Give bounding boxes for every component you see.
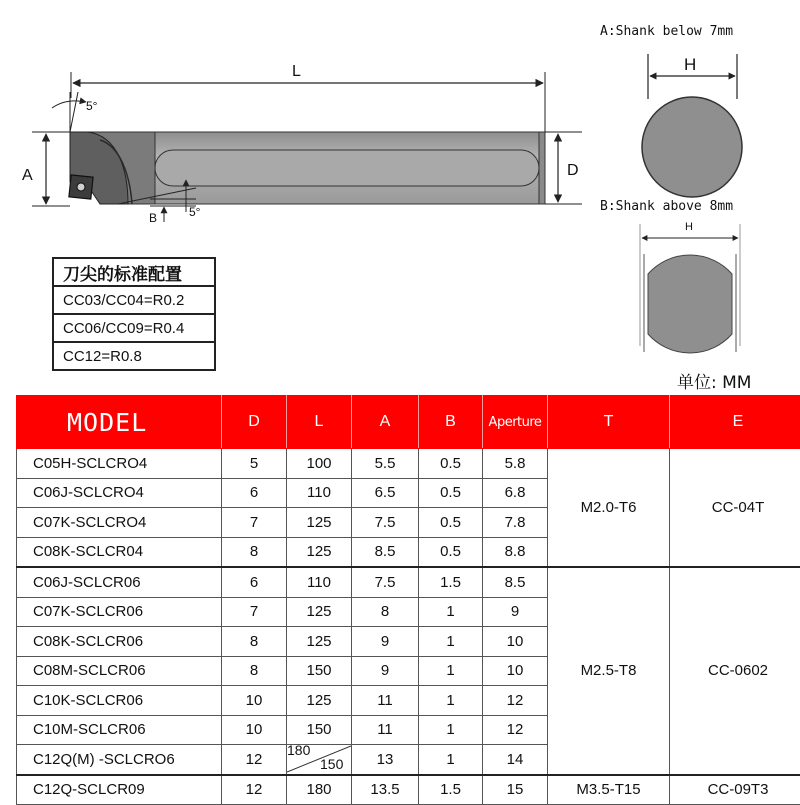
aperture-cell: 15 (483, 775, 548, 805)
d-cell: 5 (222, 449, 287, 479)
b-cell: 1 (419, 745, 483, 775)
shank-a-section (642, 97, 742, 197)
model-cell: C12Q(M) -SCLCRO6 (17, 745, 222, 775)
table-row (17, 449, 800, 479)
model-cell: C10K-SCLCR06 (17, 686, 222, 716)
a-cell: 5.5 (352, 449, 419, 479)
aperture-cell: 14 (483, 745, 548, 775)
a-cell: 11 (352, 715, 419, 745)
aperture-cell: 10 (483, 627, 548, 657)
l-cell-top: 180 (287, 745, 310, 758)
shank-flat (155, 150, 539, 186)
shank-end-cap (539, 132, 545, 204)
spec-table-header (17, 396, 800, 449)
a-cell: 13.5 (352, 775, 419, 805)
a-cell: 7.5 (352, 508, 419, 538)
angle-label-bottom: 5° (189, 205, 201, 219)
model-cell: C07K-SCLCRO4 (17, 508, 222, 538)
corner-radius-row: CC06/CC09=R0.4 (53, 314, 215, 342)
col-aperture: Aperture (483, 396, 548, 449)
d-cell: 10 (222, 686, 287, 716)
a-cell: 9 (352, 656, 419, 686)
corner-radius-row: CC03/CC04=R0.2 (53, 286, 215, 314)
e-cell: CC-0602 (670, 567, 800, 775)
a-cell: 6.5 (352, 478, 419, 508)
b-cell: 0.5 (419, 449, 483, 479)
b-cell: 1 (419, 656, 483, 686)
l-cell: 125 (287, 537, 352, 567)
a-cell: 11 (352, 686, 419, 716)
e-cell: CC-04T (670, 449, 800, 568)
l-cell: 100 (287, 449, 352, 479)
l-cell: 110 (287, 567, 352, 597)
l-cell: 125 (287, 686, 352, 716)
t-cell: M2.5-T8 (548, 567, 670, 775)
t-cell: M2.0-T6 (548, 449, 670, 568)
l-cell: 110 (287, 478, 352, 508)
col-l: L (287, 396, 352, 449)
table-row (17, 567, 800, 597)
aperture-cell: 12 (483, 715, 548, 745)
boring-bar-drawing (0, 0, 600, 240)
model-cell: C08K-SCLCR04 (17, 537, 222, 567)
shank-b-diagram (630, 216, 760, 366)
model-cell: C08M-SCLCR06 (17, 656, 222, 686)
col-a: A (352, 396, 419, 449)
aperture-cell: 7.8 (483, 508, 548, 538)
d-cell: 12 (222, 775, 287, 805)
corner-radius-row: CC12=R0.8 (53, 342, 215, 370)
l-cell: 125 (287, 597, 352, 627)
unit-label: 单位: MM (677, 368, 751, 393)
b-cell: 1.5 (419, 775, 483, 805)
a-cell: 13 (352, 745, 419, 775)
b-cell: 1.5 (419, 567, 483, 597)
l-cell: 125 (287, 508, 352, 538)
shank-a-diagram (630, 44, 760, 204)
a-cell: 8.5 (352, 537, 419, 567)
d-cell: 7 (222, 597, 287, 627)
shank-b-section (648, 255, 732, 353)
l-cell: 125 (287, 627, 352, 657)
b-cell: 1 (419, 627, 483, 657)
model-cell: C10M-SCLCR06 (17, 715, 222, 745)
aperture-cell: 5.8 (483, 449, 548, 479)
b-cell: 1 (419, 597, 483, 627)
model-cell: C08K-SCLCR06 (17, 627, 222, 657)
angle-arc-top (52, 101, 86, 108)
shank-b-caption: B:Shank above 8mm (600, 199, 733, 214)
e-cell: CC-09T3 (670, 775, 800, 805)
model-cell: C07K-SCLCR06 (17, 597, 222, 627)
d-cell: 6 (222, 478, 287, 508)
model-cell: C05H-SCLCRO4 (17, 449, 222, 479)
b-cell: 0.5 (419, 478, 483, 508)
aperture-cell: 8.8 (483, 537, 548, 567)
spec-table (16, 395, 800, 805)
l-cell: 150 (287, 656, 352, 686)
a-label: A (22, 167, 33, 184)
col-t: T (548, 396, 670, 449)
l-cell: 150 (287, 715, 352, 745)
t-cell: M3.5-T15 (548, 775, 670, 805)
aperture-cell: 10 (483, 656, 548, 686)
d-cell: 8 (222, 627, 287, 657)
d-cell: 7 (222, 508, 287, 538)
d-cell: 8 (222, 656, 287, 686)
l-cell: 180 (287, 775, 352, 805)
shank-a-h-label: H (684, 55, 696, 74)
angle-label-top: 5° (86, 99, 98, 113)
col-e: E (670, 396, 800, 449)
b-cell: 1 (419, 715, 483, 745)
table-row (17, 775, 800, 805)
l-label: L (292, 63, 301, 80)
l-cell-bottom: 150 (320, 756, 343, 772)
aperture-cell: 12 (483, 686, 548, 716)
corner-radius-table (52, 257, 216, 371)
col-b: B (419, 396, 483, 449)
shank-a-caption: A:Shank below 7mm (600, 24, 733, 39)
corner-radius-header: 刀尖的标准配置 (53, 258, 215, 286)
a-cell: 8 (352, 597, 419, 627)
model-cell: C12Q-SCLCR09 (17, 775, 222, 805)
aperture-cell: 9 (483, 597, 548, 627)
model-cell: C06J-SCLCRO4 (17, 478, 222, 508)
l-split-cell (287, 745, 352, 775)
model-cell: C06J-SCLCR06 (17, 567, 222, 597)
b-cell: 0.5 (419, 508, 483, 538)
b-cell: 0.5 (419, 537, 483, 567)
shank-b-h-label: H (685, 221, 693, 233)
aperture-cell: 8.5 (483, 567, 548, 597)
aperture-cell: 6.8 (483, 478, 548, 508)
col-d: D (222, 396, 287, 449)
d-cell: 6 (222, 567, 287, 597)
d-cell: 10 (222, 715, 287, 745)
a-cell: 9 (352, 627, 419, 657)
b-cell: 1 (419, 686, 483, 716)
d-cell: 8 (222, 537, 287, 567)
b-label: B (149, 211, 157, 225)
d-cell: 12 (222, 745, 287, 775)
d-label: D (567, 162, 579, 179)
insert-screw (77, 183, 85, 191)
a-cell: 7.5 (352, 567, 419, 597)
col-model: MODEL (17, 396, 222, 449)
